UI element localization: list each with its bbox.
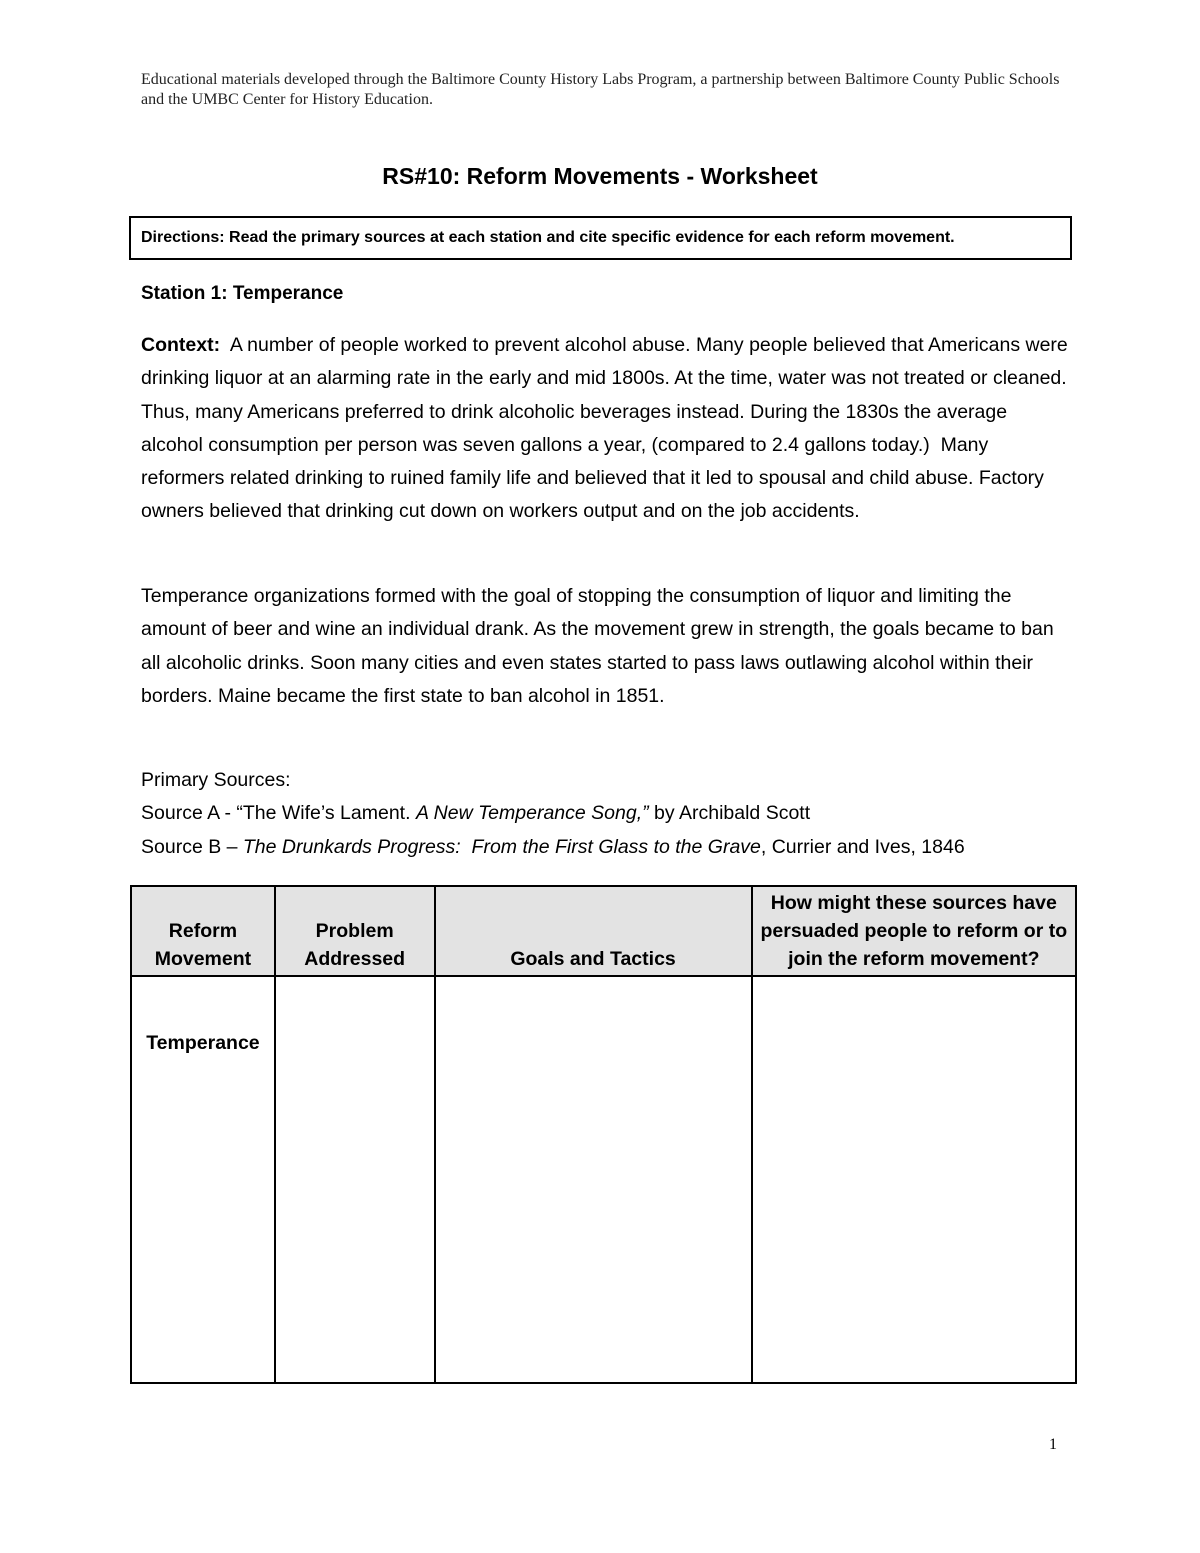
context-label: Context:	[141, 334, 221, 356]
header-note: Educational materials developed through the Baltimore County History Labs Program, a partnership between Baltimore County Public Schools and the UMBC Center for History Education.	[141, 71, 1060, 108]
cell-problem[interactable]	[275, 976, 435, 1383]
source-a-prefix: Source A - “The Wife’s Lament.	[141, 802, 416, 825]
page-title: RS#10: Reform Movements - Worksheet	[382, 163, 818, 189]
temperance-paragraph: Temperance organizations formed with the goal of stopping the consumption of liquor and limiting the amount of beer and wine an individual drank. As the movement grew in strength, the goals became to ban all alcoholic drinks. Soon many cities and even states started to pass laws outlawing alcohol within their borders. Maine became the first state to ban alcohol in 1851.	[141, 585, 1054, 707]
context-text: A number of people worked to prevent alcohol abuse. Many people believed that Americans were drinking liquor at an alarming rate in the early and mid 1800s. At the time, water was not treated or cleaned. Thus, many Americans preferred to drink alcoholic beverages instead. During the 1830s the average alcohol consumption per person was seven gallons a year, (compared to 2.4 gallons today.) Many reformers related drinking to ruined family life and believed that it led to spousal and child abuse. Factory owners believed that drinking cut down on workers output and on the job accidents.	[141, 334, 1074, 523]
table-header-row	[131, 886, 1076, 976]
source-b-title: The Drunkards Progress: From the First Glass to the Grave	[242, 835, 761, 858]
source-a-title: A New Temperance Song,”	[415, 802, 649, 825]
source-b	[141, 831, 1071, 864]
cell-movement: Temperance	[131, 976, 275, 1383]
primary-sources	[141, 764, 1071, 864]
source-b-prefix: Source B –	[141, 835, 243, 858]
page-number: 1	[1049, 1436, 1057, 1453]
header-persuasion: How might these sources have persuaded people to reform or to join the reform movement?	[752, 886, 1076, 976]
source-a-author: by Archibald Scott	[648, 802, 811, 825]
header-reform-movement: Reform Movement	[131, 886, 275, 976]
cell-goals[interactable]	[435, 976, 752, 1383]
header-problem-addressed: Problem Addressed	[275, 886, 435, 976]
cell-persuasion[interactable]	[752, 976, 1076, 1383]
source-a	[141, 797, 1071, 830]
directions-box: Directions: Read the primary sources at each station and cite specific evidence for each reform movement.	[129, 216, 1072, 260]
header-goals-and-tactics: Goals and Tactics	[435, 886, 752, 976]
sources-heading: Primary Sources:	[141, 769, 291, 791]
table-row	[131, 976, 1076, 1383]
station-heading: Station 1: Temperance	[141, 283, 344, 304]
reform-table	[130, 885, 1077, 1384]
source-b-publisher: , Currier and Ives, 1846	[760, 835, 965, 858]
context-paragraph	[141, 329, 1074, 529]
